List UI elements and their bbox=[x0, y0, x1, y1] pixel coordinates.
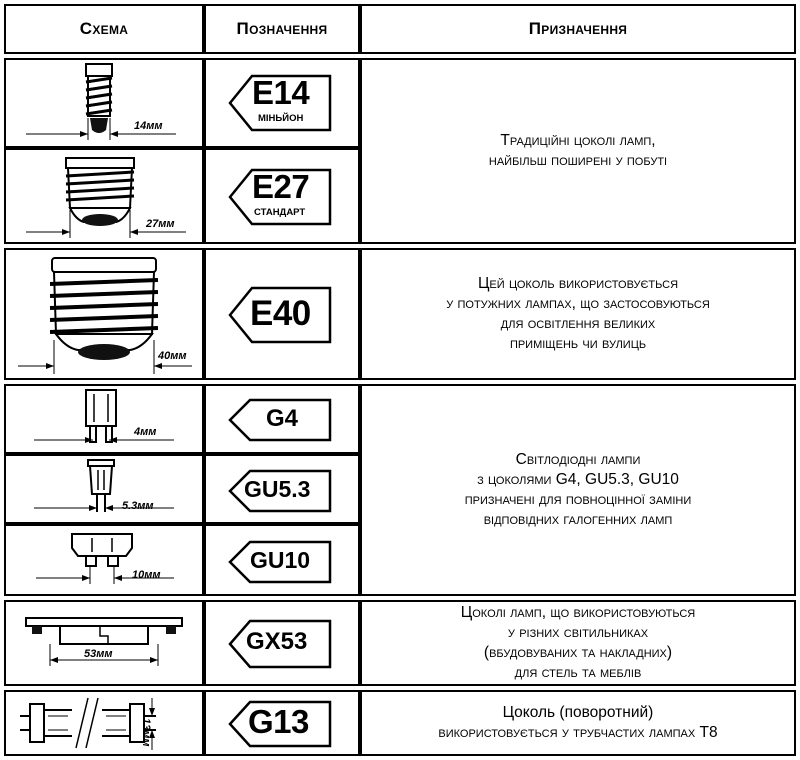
tag-cell-gu53 bbox=[204, 454, 360, 524]
scheme-gx53 bbox=[4, 600, 204, 686]
purpose-4-line-1: Цоколі ламп, що використовуються bbox=[460, 603, 696, 621]
purpose-4-line-4: для стель та меблів bbox=[514, 664, 642, 682]
purpose-1-line-1: Традиційні цоколі ламп, bbox=[500, 131, 656, 149]
scheme-e40 bbox=[4, 248, 204, 380]
tag-gu10: GU10 bbox=[250, 547, 311, 573]
tag-cell-e40 bbox=[204, 248, 360, 380]
purpose-5-line-2: використовується у трубчастих лампах Т8 bbox=[438, 724, 718, 741]
purpose-5-line-1: Цоколь (поворотний) bbox=[502, 703, 654, 721]
gu10-diagram bbox=[6, 526, 202, 594]
g13-diagram bbox=[6, 692, 202, 754]
purpose-group-5 bbox=[360, 690, 796, 756]
header-purpose: Призначення bbox=[360, 4, 796, 54]
dim-gu10: 10мм bbox=[132, 569, 161, 581]
purpose-4-line-2: у різних світильниках bbox=[507, 623, 649, 641]
dim-g13: 13мм bbox=[140, 718, 152, 747]
tag-g4: G4 bbox=[266, 405, 299, 432]
purpose-2-line-3: для освітлення великих bbox=[500, 315, 656, 332]
purpose-group-2 bbox=[360, 248, 796, 380]
purpose-3-line-4: відповідних галогенних ламп bbox=[483, 511, 673, 529]
dim-gu53: 5.3мм bbox=[122, 500, 154, 512]
tag-cell-e27 bbox=[204, 148, 360, 244]
dim-g4: 4мм bbox=[134, 426, 157, 438]
dim-e27: 27мм bbox=[146, 218, 175, 230]
purpose-group-1 bbox=[360, 58, 796, 244]
tag-gu53: GU5.3 bbox=[244, 476, 311, 502]
gx53-diagram bbox=[6, 602, 202, 684]
scheme-g13 bbox=[4, 690, 204, 756]
purpose-group-3 bbox=[360, 384, 796, 596]
tag-cell-gu10 bbox=[204, 524, 360, 596]
e14-diagram bbox=[6, 60, 202, 146]
header-designation: Позначення bbox=[204, 4, 360, 54]
dim-e14: 14мм bbox=[134, 120, 163, 132]
scheme-gu53 bbox=[4, 454, 204, 524]
tag-gx53: GX53 bbox=[246, 628, 308, 655]
tag-e40: E40 bbox=[250, 294, 311, 333]
purpose-2-line-1: Цей цоколь використовується bbox=[477, 274, 679, 292]
dim-e40: 40мм bbox=[158, 350, 187, 362]
scheme-gu10 bbox=[4, 524, 204, 596]
tag-cell-gx53 bbox=[204, 600, 360, 686]
tag-cell-g13 bbox=[204, 690, 360, 756]
tag-g13: G13 bbox=[248, 703, 309, 740]
tag-cell-e14 bbox=[204, 58, 360, 148]
purpose-2-line-4: приміщень чи вулиць bbox=[509, 335, 647, 353]
tag-sub-e27: СТАНДАРТ bbox=[254, 207, 306, 218]
purpose-2-line-2: у потужних лампах, що застосовуються bbox=[446, 294, 710, 312]
dim-gx53: 53мм bbox=[84, 648, 113, 660]
purpose-3-line-3: призначені для повноцінної заміни bbox=[464, 491, 692, 508]
g4-diagram bbox=[6, 386, 202, 452]
purpose-4-line-3: (вбудовуваних та накладних) bbox=[483, 644, 673, 661]
purpose-1-line-2: найбільш поширені у побуті bbox=[488, 152, 668, 169]
scheme-g4 bbox=[4, 384, 204, 454]
purpose-3-line-1: Світлодіодні лампи bbox=[515, 450, 641, 468]
tag-e27: E27 bbox=[252, 168, 310, 205]
tag-sub-e14: МІНЬЙОН bbox=[258, 113, 304, 124]
scheme-e14 bbox=[4, 58, 204, 148]
tag-e14: E14 bbox=[252, 74, 310, 111]
gu53-diagram bbox=[6, 456, 202, 522]
tag-cell-g4 bbox=[204, 384, 360, 454]
header-scheme: Схема bbox=[4, 4, 204, 54]
scheme-e27 bbox=[4, 148, 204, 244]
purpose-3-line-2: з цоколями G4, GU5.3, GU10 bbox=[477, 470, 679, 488]
purpose-group-4 bbox=[360, 600, 796, 686]
